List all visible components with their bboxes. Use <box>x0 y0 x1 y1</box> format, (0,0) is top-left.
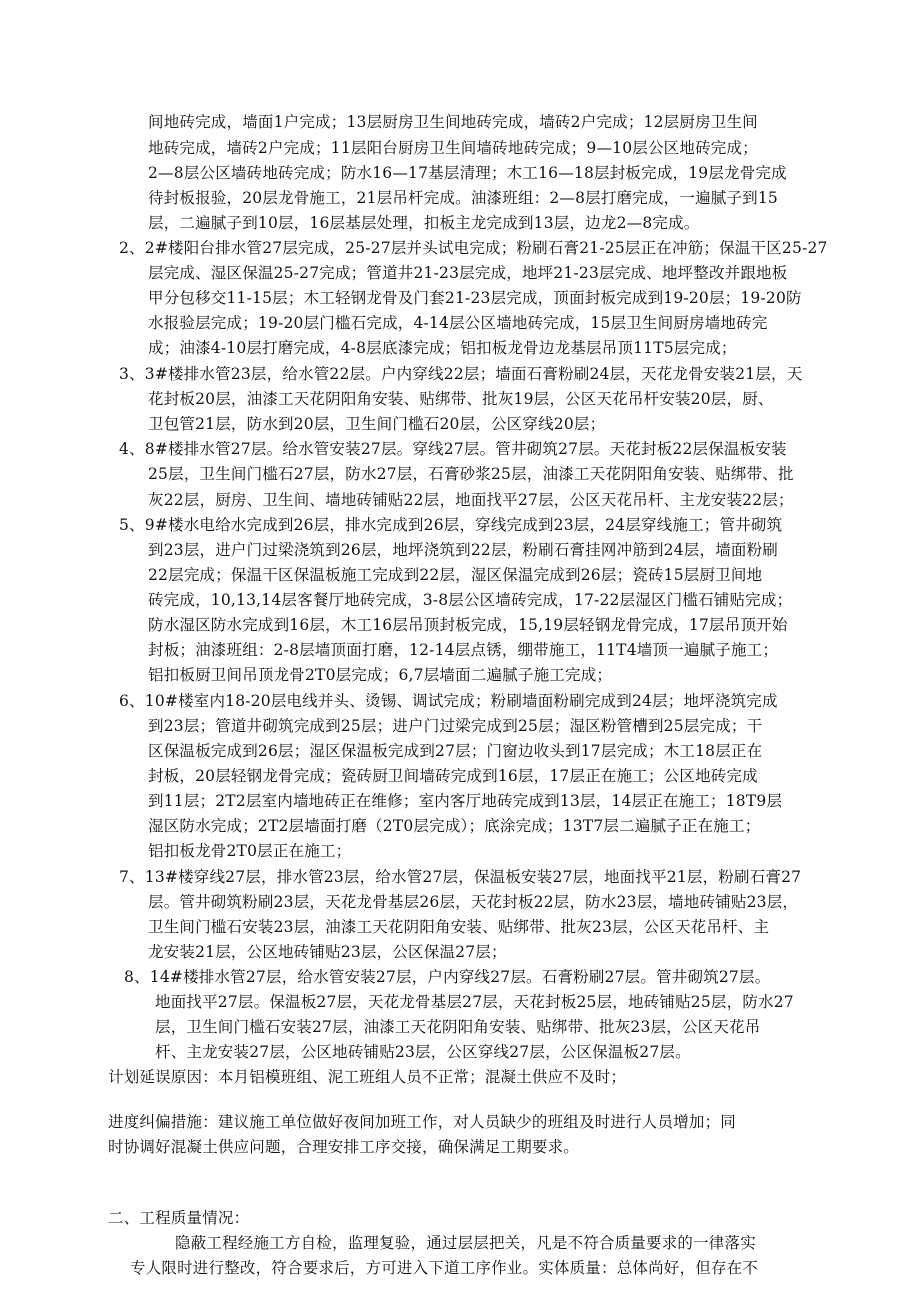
p8-line-4: 杆、主龙安装27层，公区地砖铺贴23层，公区穿线27层，公区保温板27层。 <box>155 1043 691 1061</box>
p4-line-2: 25层，卫生间门槛石27层，防水27层，石膏砂浆25层，油漆工天花阴阳角安装、贴绑带、批 <box>148 465 794 483</box>
section-heading-quality: 二、工程质量情况： <box>108 1209 250 1227</box>
p8-line-2: 地面找平27层。保温板27层，天花龙骨基层27层，天花封板25层，地砖铺贴25层，防水27 <box>155 993 794 1011</box>
p7-line-2: 层。管井砌筑粉刷23层，天花龙骨基层26层，天花封板22层，防水23层，墙地砖铺贴23层， <box>148 893 799 911</box>
p1-line-4: 待封板报验，20层龙骨施工，21层吊杆完成。油漆班组：2—8层打磨完成，一遍腻子到15 <box>148 189 778 207</box>
p6-line-7: 铝扣板龙骨2T0层正在施工； <box>148 842 352 860</box>
quality-line-1: 隐蔽工程经施工方自检，监理复验，通过层层把关，凡是不符合质量要求的一律落实 <box>175 1234 756 1252</box>
p1-line-1: 间地砖完成，墙面1户完成；13层厨房卫生间地砖完成，墙砖2户完成；12层厨房卫生间 <box>148 113 758 131</box>
measures-line-1: 进度纠偏措施：建议施工单位做好夜间加班工作，对人员缺少的班组及时进行人员增加；同 <box>108 1113 737 1131</box>
p2-line-1: 2、2#楼阳台排水管27层完成，25-27层并头试电完成；粉刷石膏21-25层正在冲筋；保温干区25-27 <box>119 239 828 257</box>
p3-line-2: 花封板20层，油漆工天花阴阳角安装、贴绑带、批灰19层，公区天花吊杆安装20层，厨、 <box>148 390 774 408</box>
p6-line-2: 到23层；管道井砌筑完成到25层；进户门过梁完成到25层；湿区粉管槽到25层完成；干 <box>148 717 763 735</box>
p3-line-1: 3、3#楼排水管23层，给水管22层。户内穿线22层；墙面石膏粉刷24层，天花龙骨安装21层，天 <box>119 365 803 383</box>
p5-line-5: 防水湿区防水完成到16层，木工16层吊顶封板完成，15,19层轻钢龙骨完成，17层吊顶开始 <box>148 616 788 634</box>
p1-line-3: 2—8层公区墙砖地砖完成；防水16—17基层清理；木工16—18层封板完成，19层龙骨完成 <box>148 164 787 182</box>
p5-line-1: 5、9#楼水电给水完成到26层，排水完成到26层，穿线完成到23层，24层穿线施工；管井砌筑 <box>119 516 783 534</box>
p1-line-5: 层，二遍腻子到10层，16层基层处理，扣板主龙完成到13层，边龙2—8完成。 <box>148 214 700 232</box>
p6-line-4: 封板，20层轻钢龙骨完成；瓷砖厨卫间墙砖完成到16层，17层正在施工；公区地砖完成 <box>148 767 758 785</box>
p6-line-6: 湿区防水完成；2T2层墙面打磨（2T0层完成）；底涂完成；13T7层二遍腻子正在施工； <box>148 817 761 835</box>
p7-line-3: 卫生间门槛石安装23层，油漆工天花阴阳角安装、贴绑带、批灰23层，公区天花吊杆、主 <box>148 918 770 936</box>
p1-line-2: 地砖完成，墙砖2户完成；11层阳台厨房卫生间墙砖地砖完成；9—10层公区地砖完成； <box>148 139 758 157</box>
p4-line-1: 4、8#楼排水管27层。给水管安装27层。穿线27层。管井砌筑27层。天花封板22层保温板安装 <box>119 440 787 458</box>
p8-line-3: 层，卫生间门槛石安装27层，油漆工天花阴阳角安装、贴绑带、批灰23层，公区天花吊 <box>155 1018 761 1036</box>
p6-line-5: 到11层；2T2层室内墙地砖正在维修；室内客厅地砖完成到13层，14层正在施工；18T9层 <box>148 792 783 810</box>
p6-line-1: 6、10#楼室内18-20层电线并头、烫锡、调试完成；粉刷墙面粉刷完成到24层；地坪浇筑完成 <box>119 692 778 710</box>
p5-line-7: 铝扣板厨卫间吊顶龙骨2T0层完成；6,7层墙面二遍腻子施工完成； <box>148 666 613 684</box>
p5-line-2: 到23层，进户门过梁浇筑到26层，地坪浇筑到22层，粉刷石膏挂网冲筋到24层，墙面粉刷 <box>148 541 778 559</box>
p2-line-2: 层完成、湿区保温25-27完成；管道井21-23层完成，地坪21-23层完成、地坪整改并跟地板 <box>148 264 788 282</box>
p5-line-6: 封板；油漆班组：2-8层墙顶面打磨，12-14层点锈，绷带施工，11T4墙顶一遍腻子施工； <box>148 641 779 659</box>
p4-line-3: 灰22层，厨房、卫生间、墙地砖铺贴22层，地面找平27层，公区天花吊杆、主龙安装22层； <box>148 491 794 509</box>
p8-line-1: 8、14#楼排水管27层，给水管安装27层，户内穿线27层。石膏粉刷27层。管井砌筑27层。 <box>124 968 771 986</box>
p2-line-4: 水报验层完成；19-20层门槛石完成，4-14层公区墙地砖完成，15层卫生间厨房墙地砖完 <box>148 314 768 332</box>
p5-line-3: 22层完成；保温干区保温板施工完成到22层，湿区保温完成到26层；瓷砖15层厨卫间地 <box>148 566 763 584</box>
p3-line-3: 卫包管21层，防水到20层，卫生间门槛石20层，公区穿线20层； <box>148 415 606 433</box>
measures-line-2: 时协调好混凝土供应问题，合理安排工序交接，确保满足工期要求。 <box>108 1138 580 1156</box>
p5-line-4: 砖完成，10,13,14层客餐厅地砖完成，3-8层公区墙砖完成，17-22层湿区门槛石铺贴完成； <box>148 591 793 609</box>
p2-line-5: 成；油漆4-10层打磨完成，4-8层底漆完成；铝扣板龙骨边龙基层吊顶11T5层完成； <box>148 339 737 357</box>
delay-reason: 计划延误原因：本月铝模班组、泥工班组人员不正常；混凝土供应不及时； <box>108 1068 627 1086</box>
p6-line-3: 区保温板完成到26层；湿区保温板完成到27层；门窗边收头到17层完成；木工18层正在 <box>148 742 763 760</box>
quality-line-2: 专人限时进行整改，符合要求后，方可进入下道工序作业。实体质量：总体尚好，但存在不 <box>130 1259 759 1277</box>
p7-line-1: 7、13#楼穿线27层，排水管23层，给水管27层，保温板安装27层，地面找平21层，粉刷石膏27 <box>119 868 802 886</box>
p7-line-4: 龙安装21层，公区地砖铺贴23层，公区保温27层； <box>148 943 507 961</box>
p2-line-3: 甲分包移交11-15层；木工轻钢龙骨及门套21-23层完成，顶面封板完成到19-20层；19-20防 <box>148 289 802 307</box>
